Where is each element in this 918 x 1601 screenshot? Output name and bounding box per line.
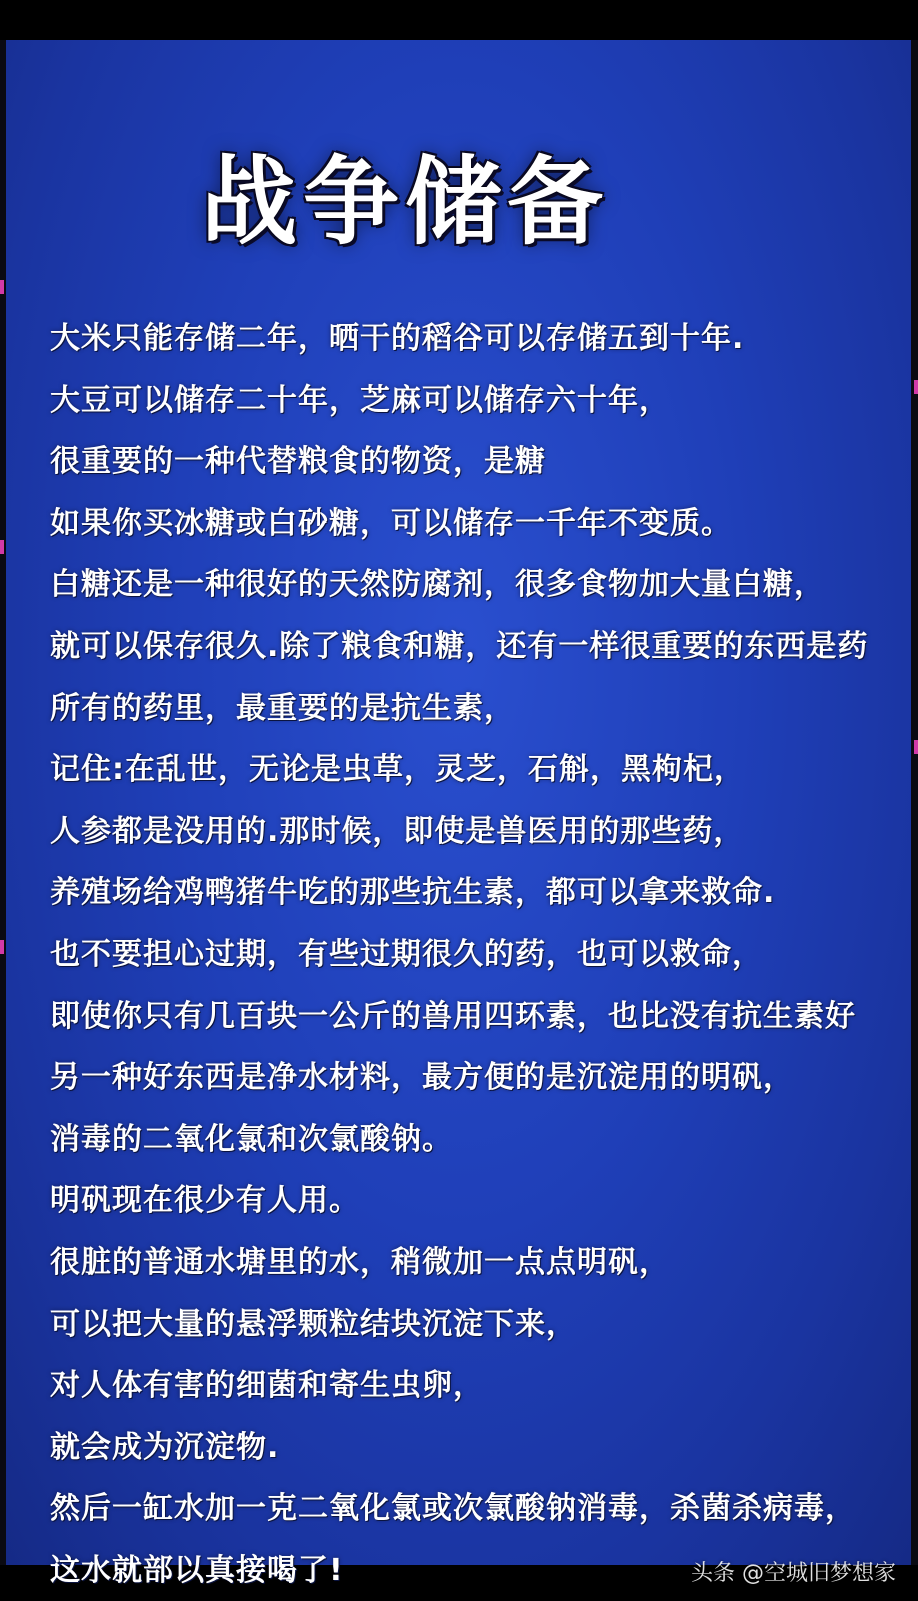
edge-mark bbox=[0, 540, 4, 554]
text-line: 明矾现在很少有人用。 bbox=[50, 1183, 360, 1219]
edge-mark bbox=[914, 380, 918, 394]
text-line: 然后一缸水加一克二氧化氯或次氯酸钠消毒，杀菌杀病毒， bbox=[50, 1491, 856, 1527]
edge-mark bbox=[0, 280, 4, 294]
text-line: 可以把大量的悬浮颗粒结块沉淀下来， bbox=[50, 1306, 577, 1342]
text-line: 所有的药里，最重要的是抗生素， bbox=[50, 690, 515, 726]
poster-body bbox=[50, 308, 910, 1601]
text-line: 养殖场给鸡鸭猪牛吃的那些抗生素，都可以拿来救命. bbox=[50, 875, 776, 911]
text-line: 很脏的普通水塘里的水，稍微加一点点明矾， bbox=[50, 1244, 670, 1280]
text-line: 就会成为沉淀物. bbox=[50, 1429, 280, 1465]
edge-mark bbox=[0, 940, 4, 954]
edge-mark bbox=[914, 740, 918, 754]
text-line: 另一种好东西是净水材料，最方便的是沉淀用的明矾， bbox=[50, 1060, 794, 1096]
poster-title: 战争储备 bbox=[201, 146, 609, 258]
watermark: 头条 @空城旧梦想家 bbox=[691, 1561, 896, 1586]
text-line: 白糖还是一种很好的天然防腐剂，很多食物加大量白糖， bbox=[50, 567, 825, 603]
text-line: 记住:在乱世，无论是虫草，灵芝，石斛，黑枸杞， bbox=[50, 752, 745, 788]
right-border bbox=[911, 40, 918, 1565]
text-line: 对人体有害的细菌和寄生虫卵， bbox=[50, 1368, 484, 1404]
text-line: 人参都是没用的.那时候，即使是兽医用的那些药， bbox=[50, 813, 745, 849]
text-line: 就可以保存很久.除了粮食和糖，还有一样很重要的东西是药 bbox=[50, 628, 869, 664]
text-line: 也不要担心过期，有些过期很久的药，也可以救命， bbox=[50, 936, 763, 972]
text-line: 如果你买冰糖或白砂糖，可以储存一千年不变质。 bbox=[50, 505, 732, 541]
text-line: 很重要的一种代替粮食的物资，是糖 bbox=[50, 444, 546, 480]
text-line: 大米只能存储二年，晒干的稻谷可以存储五到十年. bbox=[50, 321, 745, 356]
text-line: 这水就部以真接喝了! bbox=[50, 1552, 344, 1588]
text-line: 即使你只有几百块一公斤的兽用四环素，也比没有抗生素好 bbox=[50, 998, 856, 1034]
text-line: 大豆可以储存二十年，芝麻可以储存六十年， bbox=[50, 382, 670, 418]
text-line: 消毒的二氧化氯和次氯酸钠。 bbox=[50, 1121, 453, 1157]
